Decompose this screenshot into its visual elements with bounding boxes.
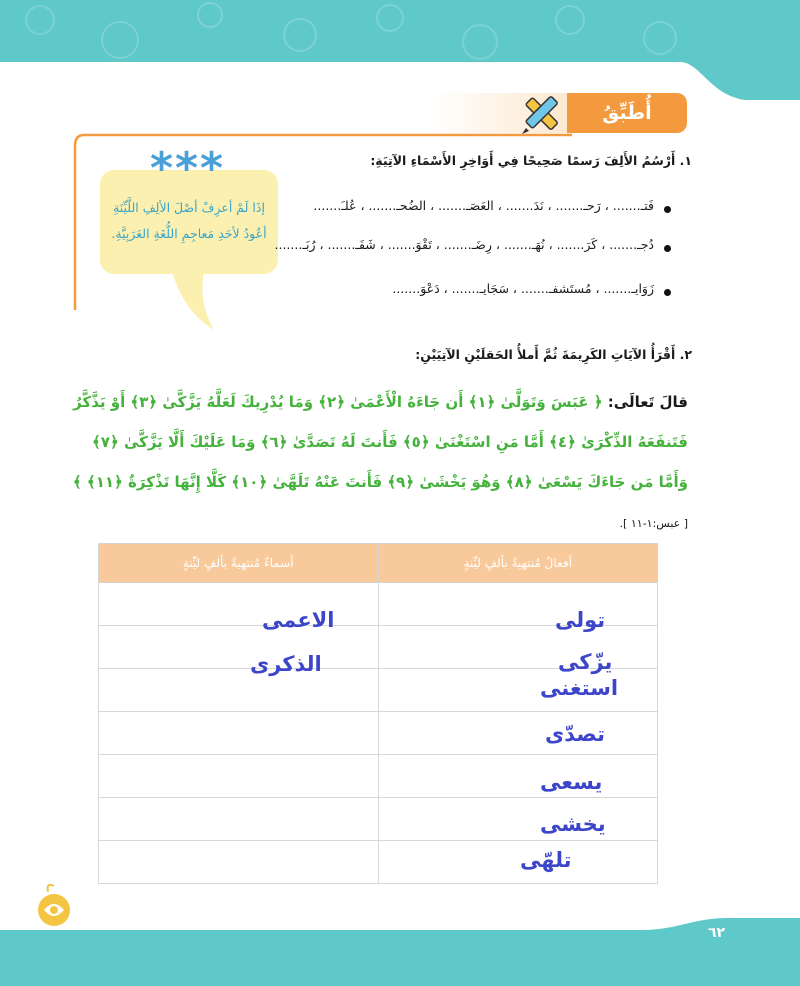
ruler-pencil-icon [518, 90, 564, 136]
question-1-line-1: فَتـ....... ، رَحـ....... ، نَدَ....... ، العَصَـ....... ، الضُحـ....... ، عُلـَ....... [313, 198, 654, 213]
table-cell[interactable] [99, 583, 379, 626]
table-cell[interactable] [378, 798, 658, 841]
publisher-logo-icon [32, 880, 76, 930]
bullet [664, 245, 671, 252]
handwritten-noun: الذكرى [250, 652, 322, 676]
verse-reference: [ عبس:١-١١ ]. [619, 517, 688, 530]
handwritten-verb: تولى [555, 608, 606, 632]
question-1-title: ١. أَرْسُمُ الأَلِفَ رَسمًا صَحِيحًا فِي أَوَاخِرِ الأَسْمَاءِ الآتِيَةِ: [370, 153, 692, 168]
bottom-banner [0, 918, 800, 986]
verse-lead: قالَ تَعالَى: [607, 393, 688, 411]
table-cell[interactable] [378, 841, 658, 884]
handwritten-noun: الاعمى [262, 608, 335, 632]
handwritten-verb: استغنى [540, 676, 619, 700]
handwritten-verb: يزّكى [558, 650, 613, 674]
table-cell[interactable] [99, 626, 379, 669]
table-cell[interactable] [99, 755, 379, 798]
tip-text: إذَا لَمْ أعرِفْ أصْلَ الألِفِ اللَّيِّنَةِ أعُودُ لأحَدِ مَعاجِمِ اللُّغَةِ العَرَبِيَّةِ. [111, 200, 267, 241]
table-cell[interactable] [378, 712, 658, 755]
table-cell[interactable] [99, 712, 379, 755]
page-number: ٦٢ [708, 925, 726, 941]
table-row [99, 841, 658, 884]
table-cell[interactable] [378, 583, 658, 626]
column-header-nouns: أسماءٌ مُنتهيةٌ بألفٍ ليِّنةٍ [99, 544, 379, 583]
table-cell[interactable] [99, 798, 379, 841]
tip-bubble-tail [170, 272, 230, 332]
question-1-line-3: زَوَايـ....... ، مُستَشفـ....... ، سَجَايـ....... ، دَعْوَ....... [392, 281, 654, 296]
quran-verses [70, 382, 688, 544]
verse-text: ﴿ عَبَسَ وَتَوَلَّىٰ ﴿١﴾ أَن جَاءَهُ الْأَعْمَىٰ ﴿٢﴾ وَمَا يُدْرِيكَ لَعَلَّهُ يَزَّكَّىٰ ﴿٣﴾ أَوْ يَذَّكَّرُ فَتَنفَعَهُ الذِّكْرَىٰ ﴿٤﴾ أَمَّا مَنِ اسْتَغْنَىٰ ﴿٥﴾ فَأَنتَ لَهُ تَصَدَّىٰ ﴿٦﴾ وَمَا عَلَيْكَ أَلَّا يَزَّكَّىٰ ﴿٧﴾ وَأَمَّا مَن جَاءَكَ يَسْعَىٰ ﴿٨﴾ وَهُوَ يَخْشَىٰ ﴿٩﴾ فَأَنتَ عَنْهُ تَلَهَّىٰ ﴿١٠﴾ كَلَّا إِنَّهَا تَذْكِرَةٌ ﴿١١﴾ ﴾ [72, 393, 688, 491]
question-1-line-2: دُجـ....... ، كَرَ....... ، نُهَـ....... ، رِضَـ....... ، تَقْوَ....... ، شَفَـ....... ، رُبَـ....... [274, 237, 654, 252]
stars-icon: *** [150, 143, 226, 194]
handwritten-verb: يسعى [540, 770, 603, 794]
handwritten-verb: يخشى [540, 812, 606, 836]
section-title: أُطَبِّقُ [567, 93, 687, 133]
handwritten-verb: تصدّى [545, 722, 605, 746]
bullet [664, 206, 671, 213]
table-cell[interactable] [378, 755, 658, 798]
question-2-title: ٢. أَقْرَأُ الآيَاتِ الكَرِيمَةَ ثُمَّ أَملأُ الحَقلَيْنِ الآتِيَيْنِ: [415, 347, 692, 362]
bullet [664, 289, 671, 296]
table-cell[interactable] [99, 841, 379, 884]
column-header-verbs: أفعالٌ مُنتهيةٌ بألفٍ ليِّنةٍ [378, 544, 658, 583]
table-cell[interactable] [378, 626, 658, 669]
handwritten-verb: تلهّى [520, 848, 572, 872]
table-cell[interactable] [99, 669, 379, 712]
